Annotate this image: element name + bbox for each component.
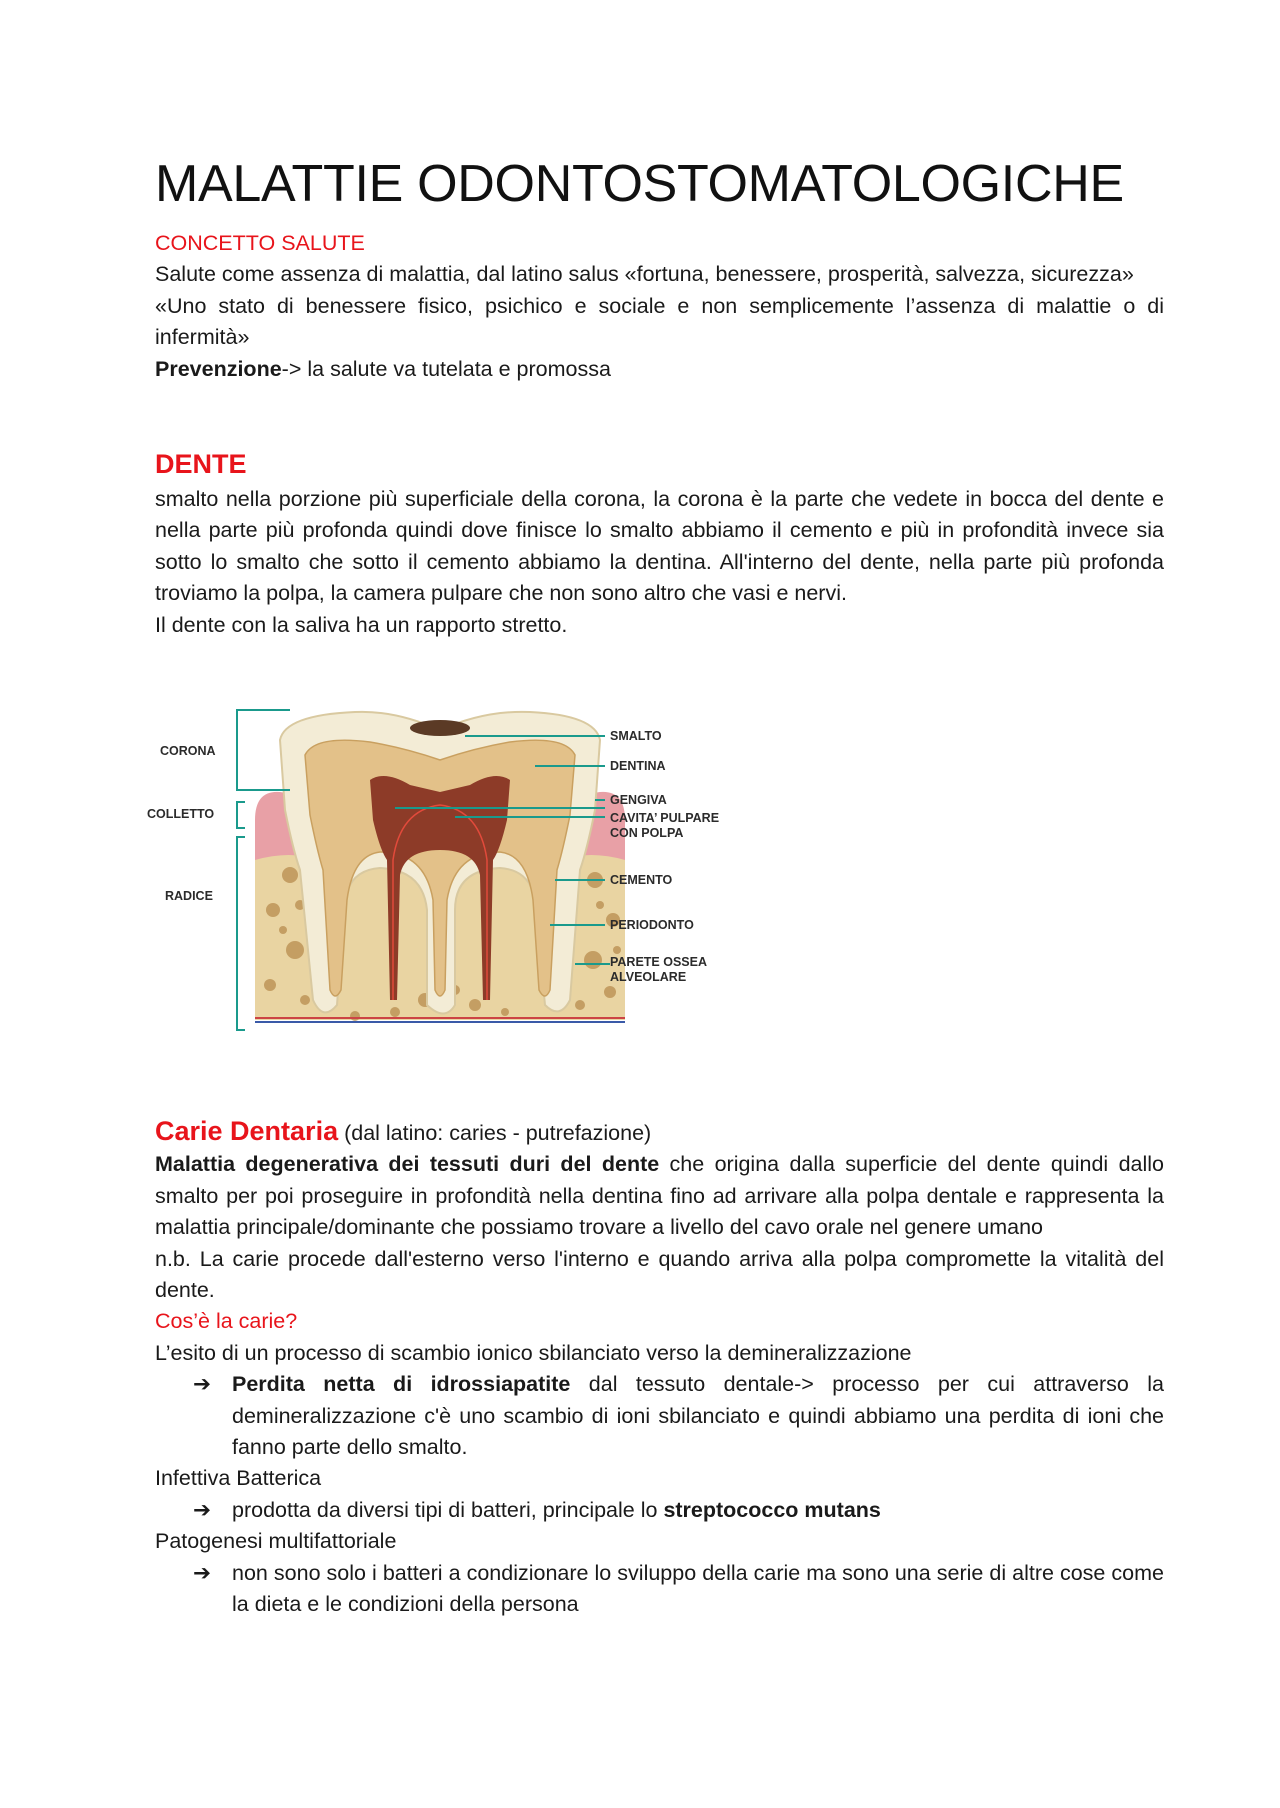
label-gengiva: GENGIVA — [610, 793, 667, 807]
label-cavita-1: CAVITA’ PULPARE — [610, 811, 720, 825]
label-corona: CORONA — [160, 744, 216, 758]
carie-heading: Carie Dentaria — [155, 1116, 339, 1146]
label-colletto: COLLETTO — [147, 807, 215, 821]
label-dentina: DENTINA — [610, 759, 666, 773]
dente-paragraph-1: smalto nella porzione più superficiale della corona, la corona è la parte che vedete in bocca del dente e nella parte più profonda quindi dove finisce lo smalto abbiamo il cemento e più in profondità invece sia sotto lo smalto che sotto il cemento abbiamo la dentina. All'interno del dente, nella parte più profonda troviamo la polpa, la camera pulpare che non sono altro che vasi e nervi. — [155, 487, 1164, 606]
prevenzione-text: -> la salute va tutelata e promossa — [281, 356, 611, 381]
carie-heading-note: (dal latino: caries - putrefazione) — [344, 1121, 652, 1145]
label-cemento: CEMENTO — [610, 873, 673, 887]
carie-definition-term: Malattia degenerativa dei tessuti duri del dente — [155, 1152, 660, 1177]
section-salute — [155, 228, 1164, 385]
carie-heading-line — [155, 1116, 1164, 1149]
bullet-1-text: dal tessuto dentale-> processo per cui attraverso la demineralizzazione c'è uno scambio di ioni sbilanciato e quindi abbiamo una perdita di ioni che fanno parte dello smalto. — [232, 1372, 1164, 1460]
carie-paragraph-4: Infettiva Batterica — [155, 1466, 322, 1491]
label-parete-2: ALVEOLARE — [610, 970, 687, 984]
carie-paragraph-2: n.b. La carie procede dall'esterno verso l'interno e quando arriva alla polpa compromette la vitalità del dente. — [155, 1246, 1164, 1303]
salute-paragraph-3 — [155, 354, 1164, 385]
label-periodonto: PERIODONTO — [610, 918, 694, 932]
carie-question: Cos’è la carie? — [155, 1309, 298, 1334]
label-smalto: SMALTO — [610, 729, 662, 743]
section-carie — [155, 1116, 1164, 1621]
bullet-idrossiapatite — [155, 1369, 1164, 1463]
arrow-icon: ➔ — [193, 1497, 212, 1522]
carie-paragraph-5: Patogenesi multifattoriale — [155, 1529, 397, 1554]
bullet-2-term: streptococco mutans — [663, 1497, 881, 1522]
bullet-3-text: non sono solo i batteri a condizionare lo sviluppo della carie ma sono una serie di altre cose come la dieta e le condizioni della persona — [232, 1560, 1164, 1617]
carie-paragraph-1 — [155, 1149, 1164, 1243]
arrow-icon: ➔ — [193, 1372, 212, 1397]
bullet-batteri — [155, 1495, 1164, 1526]
label-radice: RADICE — [165, 889, 213, 903]
carie-paragraph-3: L’esito di un processo di scambio ionico sbilanciato verso la demineralizzazione — [155, 1340, 912, 1365]
caries-spot — [410, 720, 470, 736]
prevenzione-term: Prevenzione — [155, 356, 282, 381]
bullet-2-text: prodotta da diversi tipi di batteri, principale lo — [232, 1497, 664, 1522]
page-title: MALATTIE ODONTOSTOMATOLOGICHE — [155, 155, 1124, 213]
bullet-multifattoriale — [155, 1558, 1164, 1621]
bullet-1-term: Perdita netta di idrossiapatite — [232, 1372, 571, 1397]
arrow-icon: ➔ — [193, 1560, 212, 1585]
salute-heading: CONCETTO SALUTE — [155, 231, 365, 255]
salute-paragraph-2: «Uno stato di benessere fisico, psichico e sociale e non semplicemente l’assenza di malattie o di infermità» — [155, 293, 1164, 350]
label-cavita-2: CON POLPA — [610, 826, 684, 840]
tooth-anatomy-figure — [147, 700, 755, 1060]
carie-definition-text: che origina dalla superficie del dente quindi dallo smalto per poi proseguire in profondità nella dentina fino ad arrivare alla polpa dentale e rappresenta la malattia principale/dominante che possiamo trovare a livello del cavo orale nel genere umano — [155, 1152, 1164, 1240]
dente-heading: DENTE — [155, 449, 247, 479]
section-dente — [155, 447, 1164, 641]
label-parete-1: PARETE OSSEA — [610, 955, 708, 969]
dente-paragraph-2: Il dente con la saliva ha un rapporto stretto. — [155, 612, 568, 637]
salute-paragraph-1: Salute come assenza di malattia, dal latino salus «fortuna, benessere, prosperità, salvezza, sicurezza» — [155, 262, 1134, 287]
